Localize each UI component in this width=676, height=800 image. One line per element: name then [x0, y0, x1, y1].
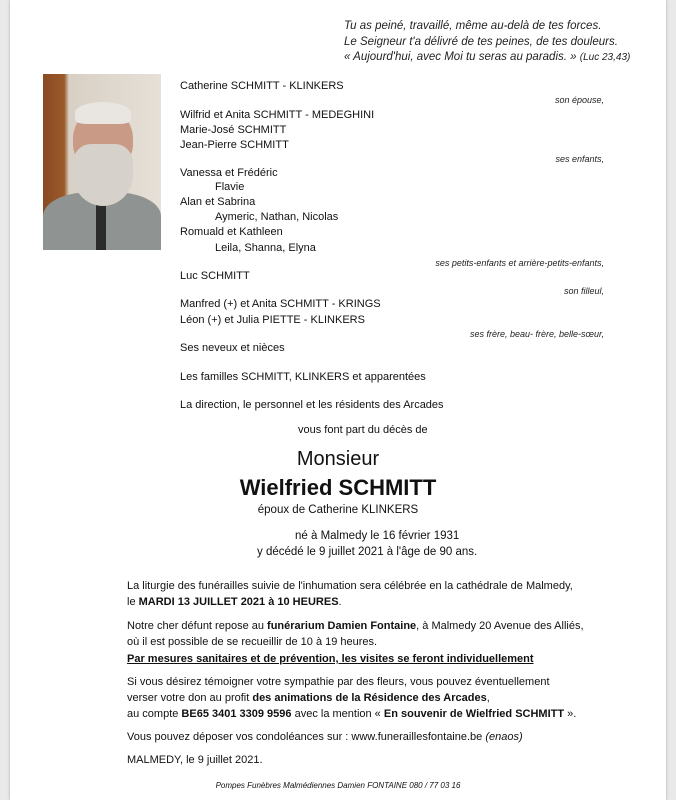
wife-role: son épouse,: [554, 95, 604, 105]
rest-line-1-post: , à Malmedy 20 Avenue des Alliés,: [416, 620, 584, 632]
photo-hair: [75, 102, 131, 124]
nephews-nieces: Ses neveux et nièces: [180, 342, 285, 354]
donation-beneficiary: des animations de la Résidence des Arcades: [252, 692, 487, 704]
funeral-line-2-pre: le: [127, 596, 139, 608]
children-role: ses enfants,: [555, 154, 604, 164]
funeral-line-2-post: .: [338, 596, 342, 608]
birth-line: né à Malmedy le 16 février 1931: [295, 530, 460, 542]
child-2: Marie-José SCHMITT: [180, 124, 287, 136]
donation-mention: En souvenir de Wielfried SCHMITT: [383, 708, 565, 720]
grandchild-1-kids: Flavie: [215, 181, 245, 193]
photo-beard: [73, 144, 133, 206]
child-3: Jean-Pierre SCHMITT: [180, 139, 289, 151]
families-line: Les familles SCHMITT, KLINKERS et apparentées: [180, 371, 426, 383]
condolences-text: Vous pouvez déposer vos condoléances sur : www.funeraillesfontaine.be: [127, 731, 486, 743]
grandchildren-role: ses petits-enfants et arrière-petits-enfants,: [435, 258, 604, 268]
portrait-photo: [43, 74, 161, 250]
grandchild-1: Vanessa et Frédéric: [180, 167, 278, 179]
announce-intro: vous font part du décès de: [298, 424, 428, 436]
grandchild-2-kids: Aymeric, Nathan, Nicolas: [215, 211, 339, 223]
photo-tie: [96, 204, 106, 250]
funeral-date: MARDI 13 JUILLET 2021 à 10 HEURES: [138, 596, 339, 608]
quote-reference: (Luc 23,43): [579, 52, 631, 63]
account-number: BE65 3401 3309 9596: [181, 708, 292, 720]
child-1: Wilfrid et Anita SCHMITT - MEDEGHINI: [180, 109, 375, 121]
siblings-role: ses frère, beau- frère, belle-sœur,: [469, 329, 604, 339]
direction-line: La direction, le personnel et les résidents des Arcades: [180, 399, 444, 411]
sanitary-notice: Par mesures sanitaires et de prévention, les visites se feront individuellement: [127, 653, 534, 665]
rest-line-1-pre: Notre cher défunt repose au: [127, 620, 268, 632]
funerarium-name: funérarium Damien Fontaine: [267, 620, 417, 632]
spouse-line: époux de Catherine KLINKERS: [257, 504, 419, 516]
quote-line-2: Le Seigneur t'a délivré de tes peines, de tes douleurs.: [344, 35, 618, 48]
condolences-line: [127, 731, 523, 743]
donation-line-1: Si vous désirez témoigner votre sympathie par des fleurs, vous pouvez éventuellement: [127, 676, 550, 688]
account-mid: avec la mention «: [291, 708, 384, 720]
quote-line-1: Tu as peiné, travaillé, même au-delà de tes forces.: [344, 20, 602, 32]
donation-line-2-pre: verser votre don au profit: [127, 692, 253, 704]
godson-name: Luc SCHMITT: [180, 270, 250, 282]
godson-role: son filleul,: [563, 286, 604, 296]
sibling-2: Léon (+) et Julia PIETTE - KLINKERS: [180, 314, 365, 326]
funeral-home-footer: Pompes Funèbres Malmédiennes Damien FONTAINE 080 / 77 03 16: [215, 781, 461, 790]
obituary-page: [10, 0, 666, 800]
donation-line-2: [127, 692, 490, 704]
deceased-name: Wielfried SCHMITT: [239, 475, 437, 500]
donation-line-3: [127, 708, 576, 720]
grandchild-3: Romuald et Kathleen: [180, 226, 283, 238]
death-line: y décédé le 9 juillet 2021 à l'âge de 90 ans.: [257, 546, 478, 558]
quote-line-3-text: « Aujourd'hui, avec Moi tu seras au paradis. »: [344, 51, 577, 63]
place-date: MALMEDY, le 9 juillet 2021.: [127, 754, 263, 766]
quote-line-3: [344, 50, 630, 66]
rest-line-1: [127, 620, 584, 632]
grandchild-2: Alan et Sabrina: [180, 196, 256, 208]
rest-line-2: où il est possible de se recueillir de 10 à 19 heures.: [127, 636, 378, 648]
announce-title: Monsieur: [296, 448, 380, 470]
account-post: ».: [564, 708, 577, 720]
condolences-enaos: (enaos): [485, 731, 523, 743]
funeral-line-1: La liturgie des funérailles suivie de l'inhumation sera célébrée en la cathédrale de Malmedy,: [127, 580, 573, 592]
quote-block: [344, 19, 630, 66]
donation-line-2-post: ,: [486, 692, 490, 704]
account-pre: au compte: [127, 708, 182, 720]
funeral-line-2: [127, 596, 342, 608]
sibling-1: Manfred (+) et Anita SCHMITT - KRINGS: [180, 298, 381, 310]
wife-name: Catherine SCHMITT - KLINKERS: [180, 80, 344, 92]
grandchild-3-kids: Leila, Shanna, Elyna: [215, 242, 316, 254]
